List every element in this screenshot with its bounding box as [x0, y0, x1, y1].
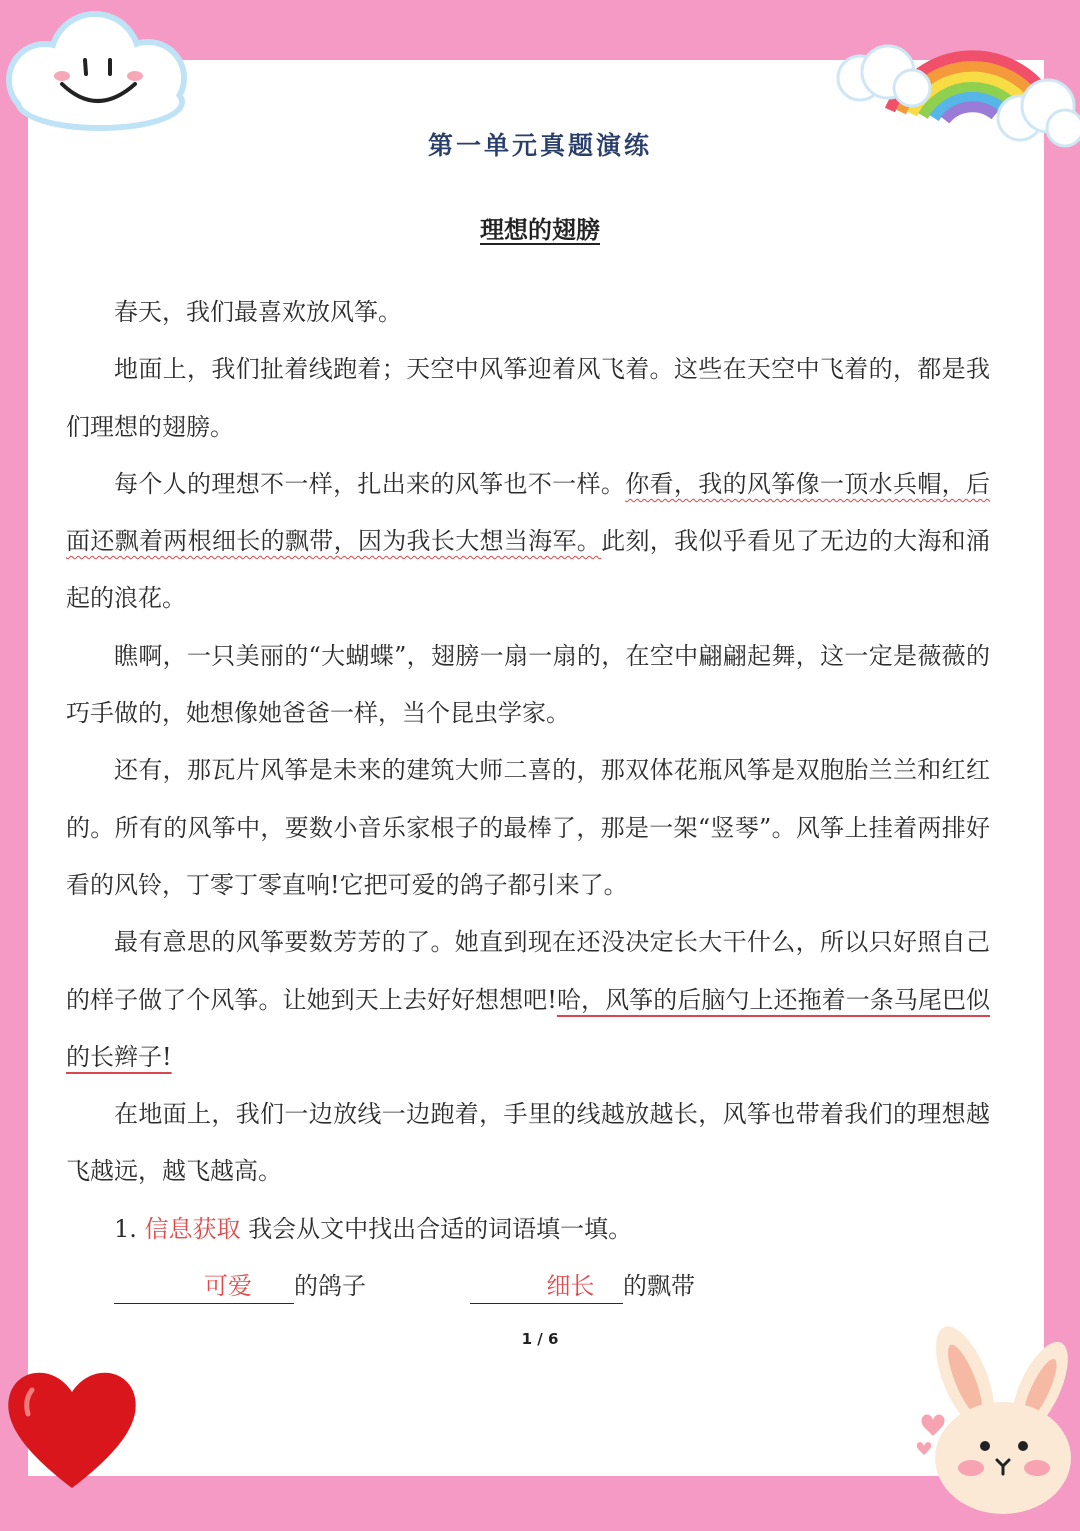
page-title: 第一单元真题演练 [427, 131, 652, 160]
answer-blank-1 [114, 1269, 294, 1304]
paragraph-6 [66, 914, 990, 1086]
answer-2-suffix: 的飘带 [623, 1272, 695, 1301]
passage-title [0, 210, 1080, 245]
paragraph-5: 还有，那瓦片风筝是未来的建筑大师二喜的，那双体花瓶风筝是双胞胎兰兰和红红的。所有的风筝中，要数小音乐家根子的最棒了，那是一架“竖琴”。风筝上挂着两排好看的风铃，丁零丁零直响!它把可爱的鸽子都引来了。 [66, 756, 990, 899]
question-1 [66, 1201, 990, 1258]
question-prompt: 我会从文中找出合适的词语填一填。 [248, 1214, 633, 1243]
smiley-cloud-icon [0, 10, 200, 135]
paragraph-6-text: 最有意思的风筝要数芳芳的了。她直到现在还没决定长大干什么，所以只好照自己的样子做了个风筝。让她到天上去好好想想吧! [66, 928, 990, 1014]
paragraph-3 [66, 456, 990, 628]
underlined-sentence: 哈，风筝的后脑勺上还拖着一条马尾巴似的长辫子! [66, 985, 990, 1071]
passage-title-text: 理想的翅膀 [480, 215, 600, 244]
bunny-icon [905, 1318, 1080, 1518]
paragraph-1: 春天，我们最喜欢放风筝。 [114, 298, 402, 326]
wavy-underlined-sentence: 你看，我的风筝像一顶水兵帽，后面还飘着两根细长的飘带，因为我长大想当海军。 [66, 469, 991, 556]
answer-1-suffix: 的鸽子 [294, 1272, 366, 1301]
paragraph-3-text: 每个人的理想不一样，扎出来的风筝也不一样。 [114, 469, 626, 498]
question-tag: 信息获取 [144, 1214, 241, 1243]
answer-2: 细长 [546, 1272, 595, 1301]
page-number: 1 / 6 [521, 1330, 559, 1348]
paragraph-3-tail: 此刻，我似乎看见了无边的大海和涌起的浪花。 [66, 527, 991, 613]
answer-row [66, 1258, 990, 1315]
question-number: 1. [114, 1214, 137, 1243]
answer-1: 可爱 [204, 1272, 252, 1301]
paragraph-7: 在地面上，我们一边放线一边跑着，手里的线越放越长，风筝也带着我们的理想越飞越远，越飞越高。 [66, 1100, 990, 1186]
passage-body [66, 284, 990, 1315]
paragraph-2: 地面上，我们扯着线跑着；天空中风筝迎着风飞着。这些在天空中飞着的，都是我们理想的翅膀。 [66, 355, 990, 441]
answer-blank-2 [470, 1269, 623, 1304]
paragraph-4: 瞧啊，一只美丽的“大蝴蝶”，翅膀一扇一扇的，在空中翩翩起舞，这一定是薇薇的巧手做的，她想像她爸爸一样，当个昆虫学家。 [66, 641, 990, 728]
heart-icon [2, 1360, 142, 1495]
